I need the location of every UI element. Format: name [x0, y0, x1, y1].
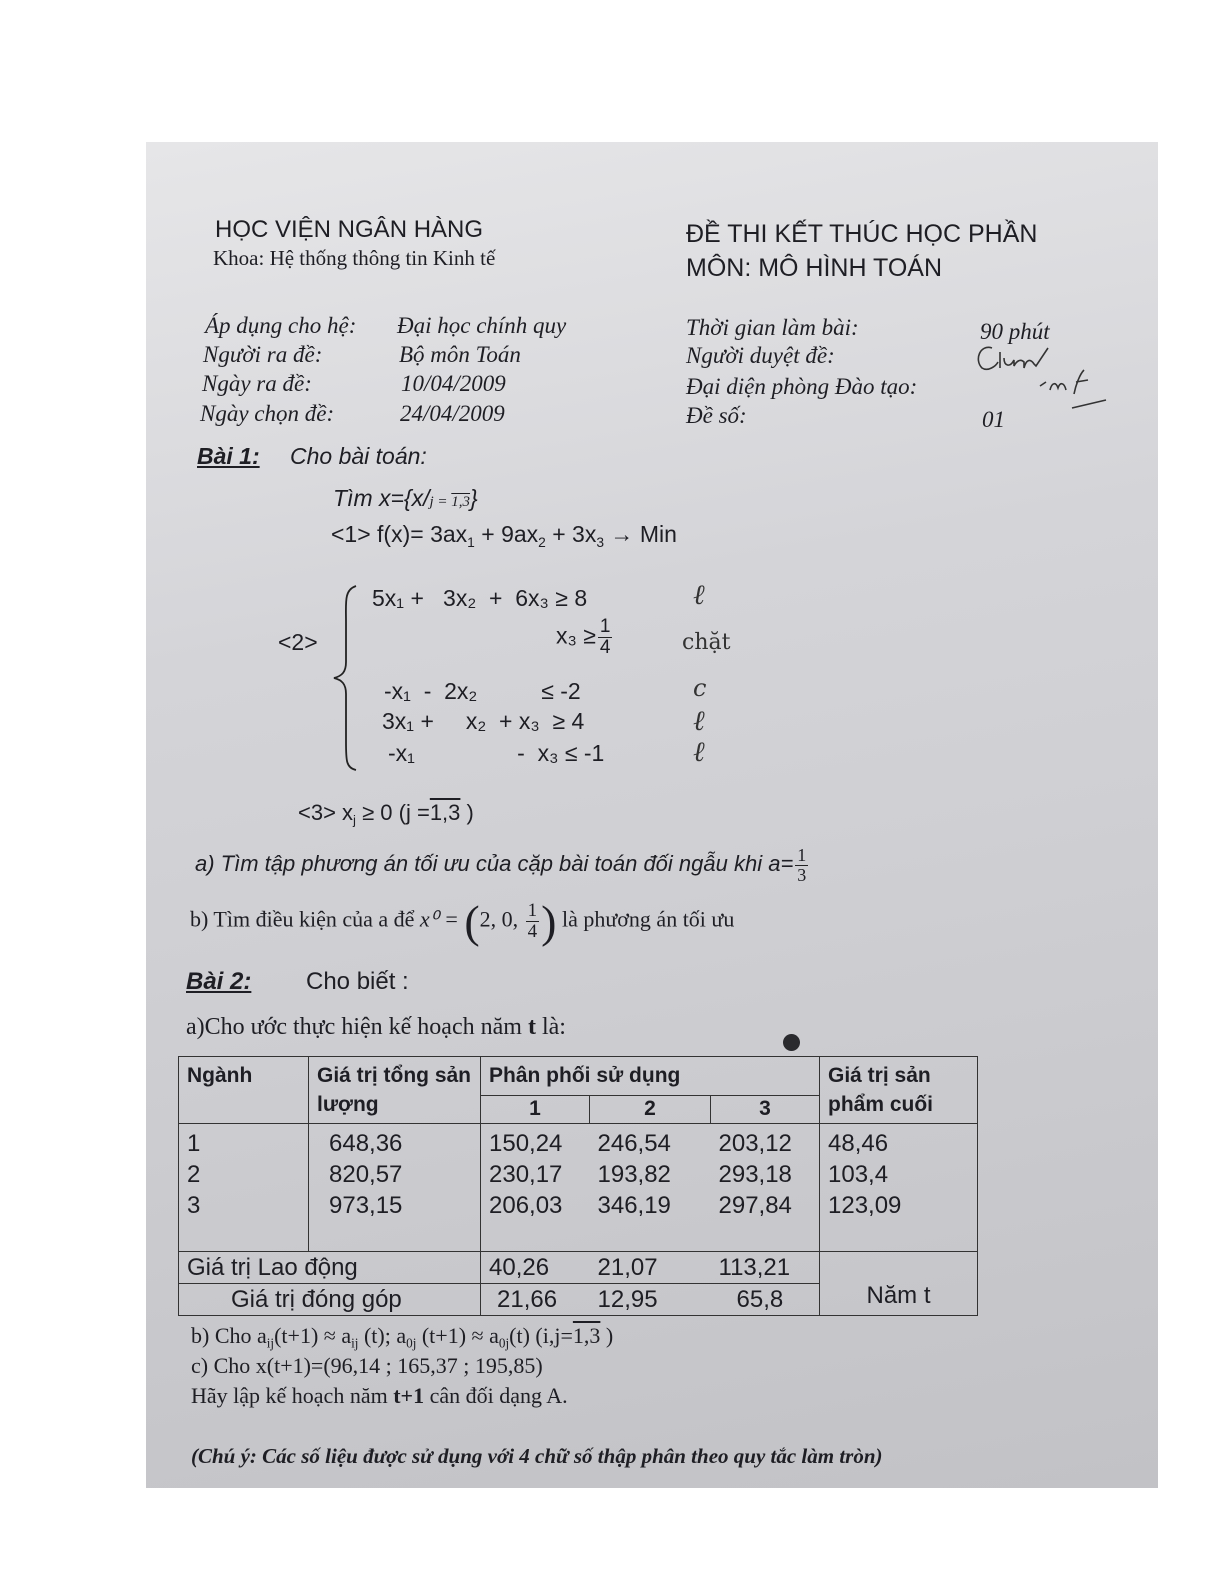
constraint-3: -x₁ - 2x₂ ≤ -2 [384, 678, 581, 704]
institution-name: HỌC VIỆN NGÂN HÀNG [215, 216, 484, 243]
author-label: Người ra đề: [203, 342, 323, 367]
output-cell: 648,36 820,57 973,15 [309, 1124, 481, 1252]
exam-no-value: 01 [982, 407, 1005, 432]
io-table [178, 1056, 978, 1316]
contribution-label: Giá trị đóng góp [179, 1284, 481, 1316]
bai1-find: Tìm x={x/j = 1,3} [333, 485, 478, 511]
note-5: ℓ [693, 735, 705, 768]
dist-3-cell: 203,12 293,18 297,84 [711, 1124, 820, 1252]
chosen-date-label: Ngày chọn đề: [200, 401, 335, 426]
header-output: Giá trị tổng sản lượng [309, 1057, 481, 1124]
training-label: Đại diện phòng Đào tạo: [686, 374, 918, 399]
note-2: chặt [682, 630, 731, 655]
labor-3: 113,21 [711, 1252, 820, 1284]
sector-cell: 1 2 3 [179, 1124, 309, 1252]
reviewer-label: Người duyệt đề: [686, 343, 835, 368]
applies-value: Đại học chính quy [397, 313, 567, 338]
exam-title: ĐỀ THI KẾT THÚC HỌC PHẦN [686, 220, 1038, 248]
constraint-1: 5x₁ + 3x₂ + 6x₃ ≥ 8 [372, 585, 588, 611]
bai1-objective: $<1> f(x)= 3ax_1 + 9ax_2 + 3x_3$ → Min [331, 521, 677, 550]
header-col-3: 3 [711, 1095, 820, 1123]
ink-dot [783, 1034, 800, 1051]
bai1-part-a: a) Tìm tập phương án tối ưu của cặp bài toán đối ngẫu khi a= $\frac{1}{3}$ [195, 845, 807, 885]
dist-2-cell: 246,54 193,82 346,19 [590, 1124, 711, 1252]
time-value: 90 phút [980, 319, 1050, 344]
header-sector: Ngành [179, 1057, 309, 1124]
system-label: <2> [278, 629, 318, 655]
author-value: Bộ môn Toán [399, 342, 521, 367]
note-1: ℓ [693, 578, 705, 611]
bai2-task: Hãy lập kế hoạch năm t+1 cân đối dạng A. [191, 1383, 568, 1408]
bai2-part-c: c) Cho x(t+1)=(96,14 ; 165,37 ; 195,85) [191, 1353, 543, 1378]
faculty-name: Khoa: Hệ thống thông tin Kinh tế [213, 246, 496, 270]
header-col-2: 2 [590, 1095, 711, 1123]
year-label: Năm t [820, 1252, 978, 1316]
contribution-1: 21,66 [481, 1284, 590, 1316]
header-distribution: Phân phối sử dụng [481, 1057, 820, 1096]
bai1-title: Bài 1: [197, 443, 260, 469]
date-value: 10/04/2009 [401, 371, 506, 396]
constraint-2: x₃ ≥ $\frac{1}{4}$ [556, 616, 611, 658]
constraint-4: 3x₁ + x₂ + x₃ ≥ 4 [382, 708, 585, 734]
bai2-part-a: a)Cho ước thực hiện kế hoạch năm t là: [186, 1014, 566, 1040]
contribution-2: 12,95 [590, 1284, 711, 1316]
contribution-3: 65,8 [711, 1284, 820, 1316]
note-4: ℓ [693, 704, 705, 737]
bai2-title: Bài 2: [186, 968, 252, 995]
labor-1: 40,26 [481, 1252, 590, 1284]
dist-1-cell: 150,24 230,17 206,03 [481, 1124, 590, 1252]
system-brace [328, 582, 362, 774]
header-final: Giá trị sản phẩm cuối [820, 1057, 978, 1124]
training-signature [1030, 368, 1110, 414]
bai2-part-b: b) Cho $a_{ij}(t+1) \approx a_{ij}$ (t); $a_{0j}$ $(t+1) \approx a_{0j}(t)$ (i,j=1,3 ) [191, 1323, 614, 1351]
nonneg-constraint: $<3> x_j \ge 0$ (j =1,3 ) [298, 800, 474, 828]
subject-name: MÔN: MÔ HÌNH TOÁN [686, 254, 943, 282]
time-label: Thời gian làm bài: [686, 315, 859, 340]
chosen-date-value: 24/04/2009 [400, 401, 505, 426]
bai2-intro: Cho biết : [306, 968, 409, 995]
exam-no-label: Đề số: [686, 403, 747, 428]
bai2-note: (Chú ý: Các số liệu được sử dụng với 4 chữ số thập phân theo quy tắc làm tròn) [191, 1444, 883, 1468]
table-body-row [179, 1124, 978, 1252]
final-cell: 48,46 103,4 123,09 [820, 1124, 978, 1252]
applies-label: Áp dụng cho hệ: [205, 313, 357, 338]
date-label: Ngày ra đề: [202, 371, 312, 396]
header-col-1: 1 [481, 1095, 590, 1123]
bai1-part-b: b) Tìm điều kiện của a để x⁰ = (2, 0, $\frac{1}{4}$ ) là phương án tối ưu [190, 896, 735, 947]
bai1-intro: Cho bài toán: [290, 443, 427, 469]
labor-2: 21,07 [590, 1252, 711, 1284]
constraint-5: -x₁ - x₃ ≤ -1 [388, 740, 605, 766]
note-3: c [693, 674, 707, 702]
labor-label: Giá trị Lao động [179, 1252, 481, 1284]
